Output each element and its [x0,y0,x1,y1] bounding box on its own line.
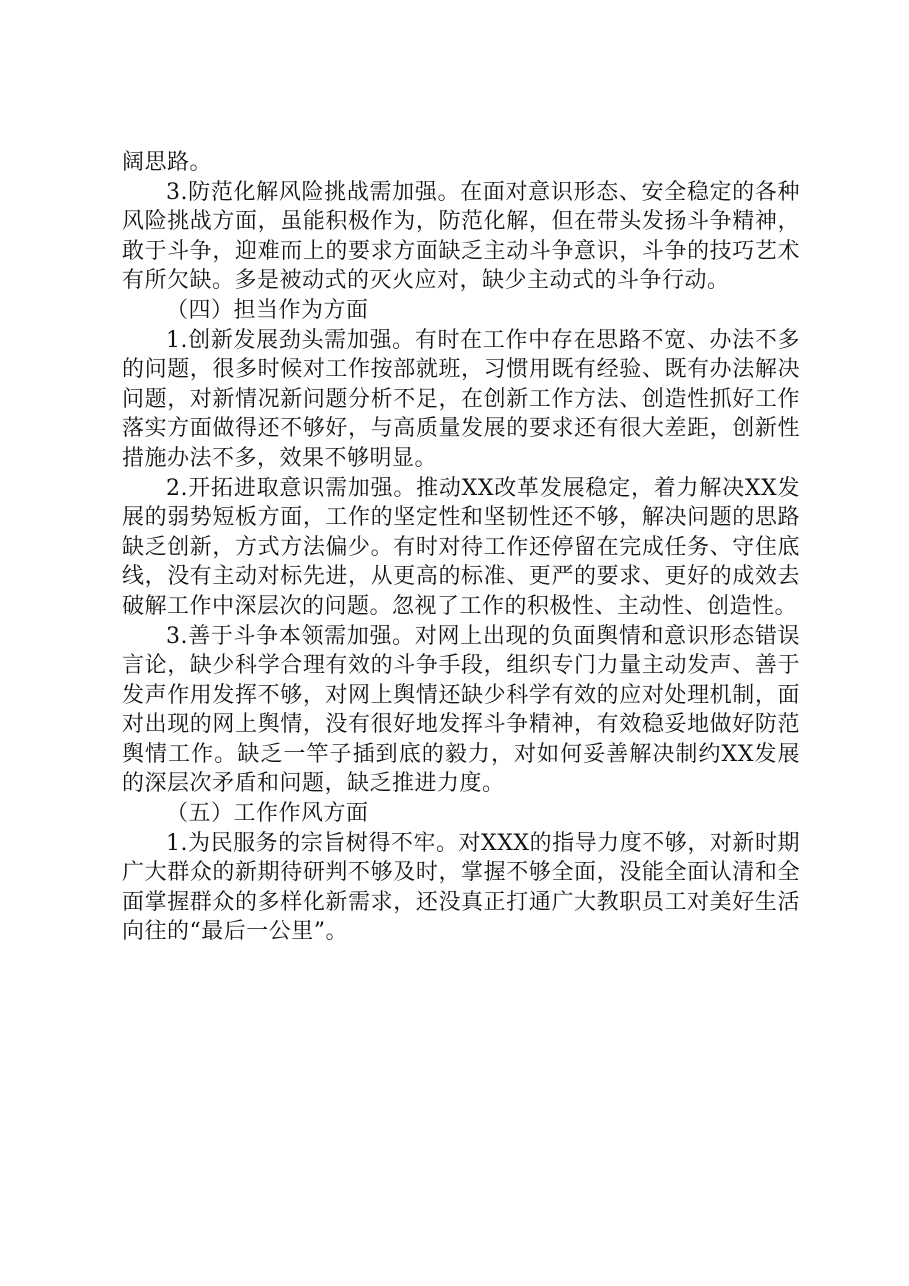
paragraph-continuation: 阔思路。 [122,150,213,175]
section-heading-responsibility: （四）担当作为方面 [166,297,369,323]
paragraph-struggle-skill: 3.善于斗争本领需加强。对网上出现的负面舆情和意识形态错误言论，缺少科学合理有效的斗争手段，组织专门力量主动发声、善于发声作用发挥不够，对网上舆情还缺少科学有效的应对处理机制，面对出现的网上舆情，没有很好地发挥斗争精神，有效稳妥地做好防范舆情工作。缺乏一竿子插到底的毅力，对如何妥善解决制约XX发展的深层次矛盾和问题，缺乏推进力度。 [122,623,800,797]
paragraph-risk-prevention: 3.防范化解风险挑战需加强。在面对意识形态、安全稳定的各种风险挑战方面，虽能积极作为，防范化解，但在带头发扬斗争精神，敢于斗争，迎难而上的要求方面缺乏主动斗争意识，斗争的技巧艺术有所欠缺。多是被动式的灭火应对，缺少主动式的斗争行动。 [122,179,800,294]
document-body [122,148,800,947]
paragraph-enterprising: 2.开拓进取意识需加强。推动XX改革发展稳定，着力解决XX发展的弱势短板方面，工作的坚定性和坚韧性还不够，解决问题的思路缺乏创新，方式方法偏少。有时对待工作还停留在完成任务、守住底线，没有主动对标先进，从更高的标准、更严的要求、更好的成效去破解工作中深层次的问题。忽视了工作的积极性、主动性、创造性。 [122,475,800,619]
paragraph-innovation: 1.创新发展劲头需加强。有时在工作中存在思路不宽、办法不多的问题，很多时候对工作按部就班，习惯用既有经验、既有办法解决问题，对新情况新问题分析不足，在创新工作方法、创造性抓好工作落实方面做得还不够好，与高质量发展的要求还有很大差距，创新性措施办法不多，效果不够明显。 [122,327,800,471]
section-heading-work-style: （五）工作作风方面 [166,801,369,827]
paragraph-serve-people: 1.为民服务的宗旨树得不牢。对XXX的指导力度不够，对新时期广大群众的新期待研判不够及时，掌握不够全面，没能全面认清和全面掌握群众的多样化新需求，还没真正打通广大教职员工对美好生活向往的“最后一公里”。 [122,830,800,945]
